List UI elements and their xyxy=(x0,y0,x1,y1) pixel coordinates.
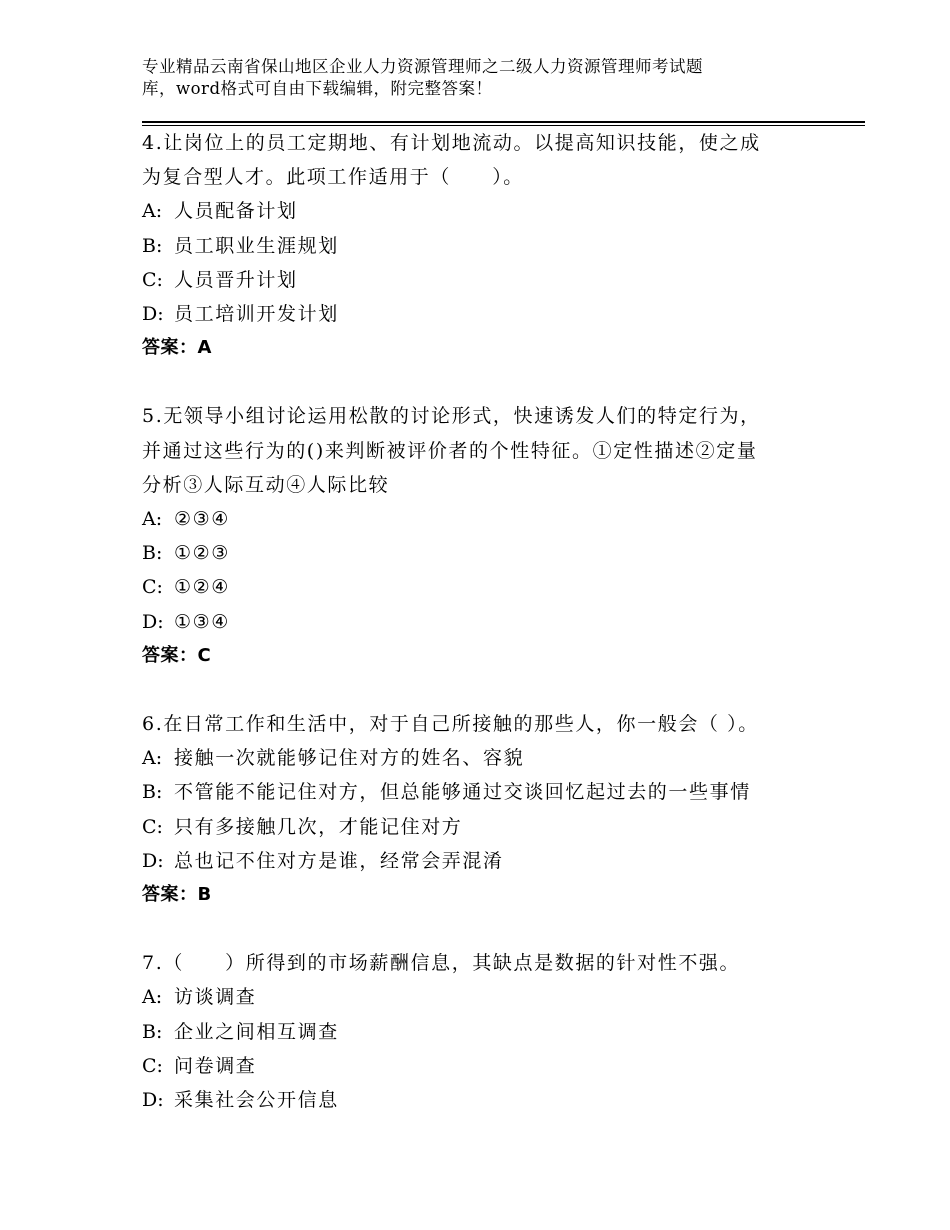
option-text: 员工职业生涯规划 xyxy=(174,234,339,257)
answer-label: 答案：A xyxy=(142,337,212,359)
option-letter: D: xyxy=(142,849,164,872)
option-letter: B: xyxy=(142,781,163,804)
question-list xyxy=(142,126,842,1117)
question-7 xyxy=(142,946,842,1117)
question-stem-line: 为复合型人才。此项工作适用于（ ）。 xyxy=(142,166,524,189)
header-line-2: 库，word格式可自由下载编辑，附完整答案！ xyxy=(142,79,493,98)
question-stem-line: 4.让岗位上的员工定期地、有计划地流动。以提高知识技能，使之成 xyxy=(142,132,761,154)
option-letter: B: xyxy=(142,542,163,565)
option-letter: A: xyxy=(142,747,163,770)
option-text: ②③④ xyxy=(174,508,230,531)
answer-label: 答案：C xyxy=(142,644,212,666)
option-text: 人员晋升计划 xyxy=(174,268,298,291)
option-c xyxy=(142,570,842,604)
page-header xyxy=(142,56,842,100)
option-letter: B: xyxy=(142,1020,163,1043)
option-text: ①②④ xyxy=(174,576,230,599)
option-text: 采集社会公开信息 xyxy=(174,1089,339,1112)
answer-label: 答案：B xyxy=(142,884,212,906)
option-letter: A: xyxy=(142,200,163,223)
question-spacer xyxy=(142,365,842,399)
option-text: 访谈调查 xyxy=(174,986,257,1009)
question-stem-line: 5.无领导小组讨论运用松散的讨论形式，快速诱发人们的特定行为， xyxy=(142,405,761,428)
option-d xyxy=(142,297,842,331)
option-text: 员工培训开发计划 xyxy=(174,303,339,326)
option-d xyxy=(142,844,842,878)
option-letter: D: xyxy=(142,1089,164,1112)
option-letter: B: xyxy=(142,234,163,257)
option-letter: D: xyxy=(142,610,164,633)
question-stem-line: 分析③人际互动④人际比较 xyxy=(142,473,390,496)
question-5 xyxy=(142,399,842,673)
option-text: 不管能不能记住对方，但总能够通过交谈回忆起过去的一些事情 xyxy=(174,781,751,804)
option-a xyxy=(142,502,842,536)
option-letter: D: xyxy=(142,303,164,326)
option-text: 人员配备计划 xyxy=(174,200,298,223)
question-spacer xyxy=(142,912,842,946)
option-a xyxy=(142,980,842,1014)
question-spacer xyxy=(142,673,842,707)
option-a xyxy=(142,741,842,775)
option-b xyxy=(142,229,842,263)
option-text: 企业之间相互调查 xyxy=(174,1020,339,1043)
option-text: ①③④ xyxy=(174,610,230,633)
option-a xyxy=(142,194,842,228)
option-b xyxy=(142,1015,842,1049)
question-6 xyxy=(142,707,842,912)
option-b xyxy=(142,775,842,809)
option-text: 只有多接触几次，才能记住对方 xyxy=(174,815,463,838)
option-letter: C: xyxy=(142,1054,163,1077)
option-text: 问卷调查 xyxy=(174,1054,257,1077)
option-d xyxy=(142,1083,842,1117)
option-letter: C: xyxy=(142,815,163,838)
option-letter: C: xyxy=(142,576,163,599)
question-stem-line: 并通过这些行为的()来判断被评价者的个性特征。①定性描述②定量 xyxy=(142,439,758,462)
option-c xyxy=(142,810,842,844)
option-text: 总也记不住对方是谁，经常会弄混淆 xyxy=(174,849,504,872)
option-d xyxy=(142,605,842,639)
option-text: ①②③ xyxy=(174,542,230,565)
option-text: 接触一次就能够记住对方的姓名、容貌 xyxy=(174,747,525,770)
question-4 xyxy=(142,126,842,365)
question-stem-line: 7.（ ）所得到的市场薪酬信息，其缺点是数据的针对性不强。 xyxy=(142,952,741,975)
option-c xyxy=(142,1049,842,1083)
option-b xyxy=(142,536,842,570)
option-c xyxy=(142,263,842,297)
question-stem-line: 6.在日常工作和生活中，对于自己所接触的那些人，你一般会（ ）。 xyxy=(142,713,759,736)
option-letter: A: xyxy=(142,508,163,531)
header-rule-thick xyxy=(142,121,865,123)
header-line-1: 专业精品云南省保山地区企业人力资源管理师之二级人力资源管理师考试题 xyxy=(142,57,703,76)
option-letter: A: xyxy=(142,986,163,1009)
option-letter: C: xyxy=(142,268,163,291)
